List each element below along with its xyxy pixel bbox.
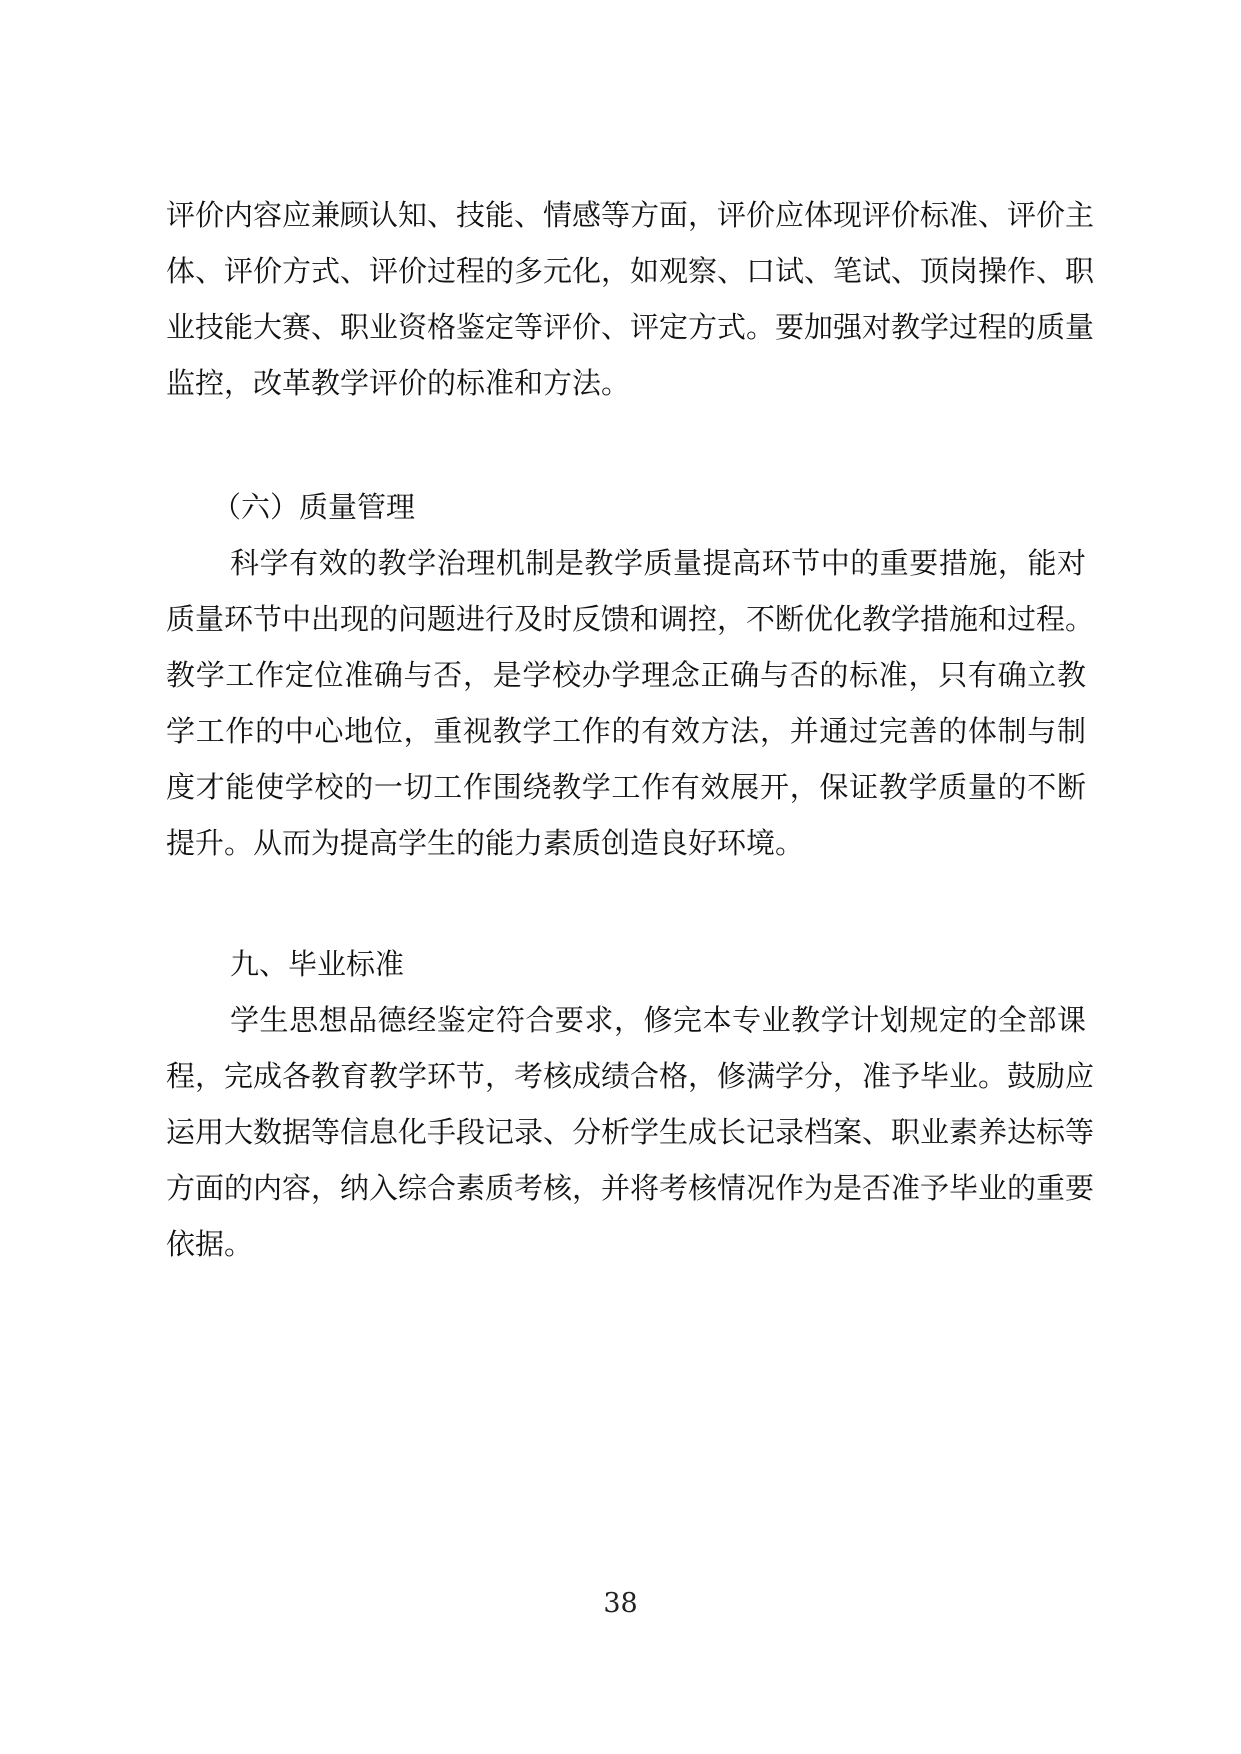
evaluation-line-3: 业技能大赛、职业资格鉴定等评价、评定方式。要加强对教学过程的质量 [166, 310, 1095, 344]
quality-line-1: 科学有效的教学治理机制是教学质量提高环节中的重要措施，能对 [230, 546, 1086, 580]
graduation-heading: 九、毕业标准 [230, 947, 405, 981]
graduation-line-2: 程，完成各教育教学环节，考核成绩合格，修满学分，准予毕业。鼓励应 [166, 1059, 1095, 1093]
graduation-line-5: 依据。 [166, 1227, 254, 1261]
evaluation-line-4: 监控，改革教学评价的标准和方法。 [166, 366, 631, 400]
quality-line-3: 教学工作定位准确与否，是学校办学理念正确与否的标准，只有确立教 [166, 658, 1086, 692]
evaluation-line-1: 评价内容应兼顾认知、技能、情感等方面，评价应体现评价标准、评价主 [166, 198, 1095, 232]
graduation-line-3: 运用大数据等信息化手段记录、分析学生成长记录档案、职业素养达标等 [166, 1115, 1095, 1149]
graduation-line-4: 方面的内容，纳入综合素质考核，并将考核情况作为是否准予毕业的重要 [166, 1171, 1095, 1205]
quality-line-4: 学工作的中心地位，重视教学工作的有效方法，并通过完善的体制与制 [166, 714, 1086, 748]
quality-heading: （六）质量管理 [212, 490, 416, 524]
graduation-line-1: 学生思想品德经鉴定符合要求，修完本专业教学计划规定的全部课 [230, 1003, 1086, 1037]
quality-line-2: 质量环节中出现的问题进行及时反馈和调控，不断优化教学措施和过程。 [166, 602, 1095, 636]
evaluation-line-2: 体、评价方式、评价过程的多元化，如观察、口试、笔试、顶岗操作、职 [166, 254, 1095, 288]
quality-line-5: 度才能使学校的一切工作围绕教学工作有效展开，保证教学质量的不断 [166, 770, 1086, 804]
page-number: 38 [603, 1588, 638, 1619]
quality-line-6: 提升。从而为提高学生的能力素质创造良好环境。 [166, 826, 805, 860]
